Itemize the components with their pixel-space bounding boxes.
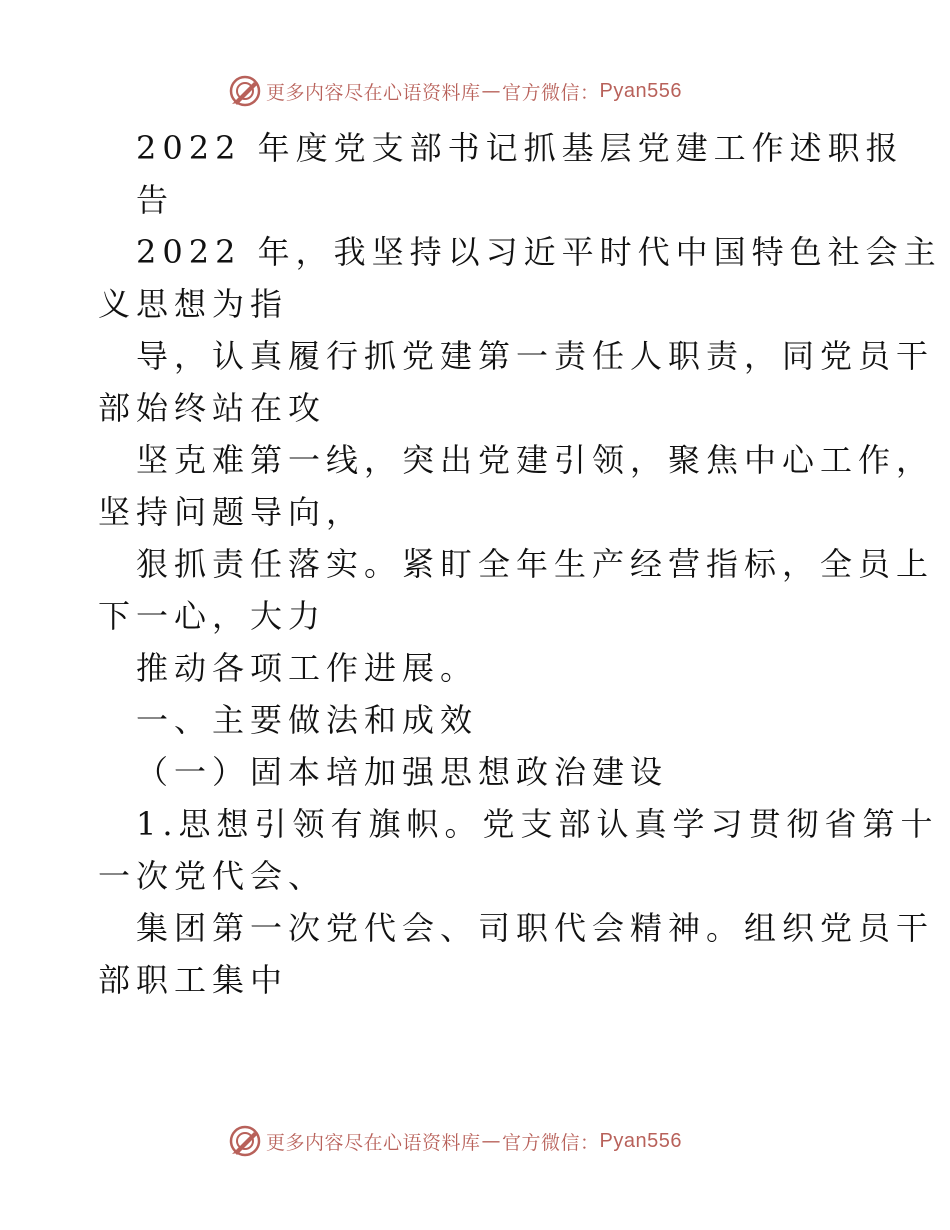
paragraph-line: 狠抓责任落实。紧盯全年生产经营指标，全员上: [136, 545, 935, 583]
watermark-official: 官方微信：: [502, 1131, 600, 1154]
watermark-text: 更多内容尽在心语资料库: [266, 1131, 481, 1154]
watermark-text: 更多内容尽在心语资料库: [266, 81, 481, 104]
paragraph-line: 下一心，大力: [98, 597, 327, 635]
paragraph-line: 部始终站在攻: [98, 389, 327, 427]
header-watermark: [0, 71, 950, 111]
paragraph-line: 推动各项工作进展。: [136, 649, 479, 687]
watermark-official: 官方微信：: [502, 81, 600, 104]
pen-logo-icon: [228, 74, 262, 108]
paragraph-line: 导，认真履行抓党建第一责任人职责，同党员干: [136, 337, 935, 375]
watermark-wechat-id: Pyan556: [599, 1129, 682, 1152]
watermark-wechat-id: Pyan556: [599, 79, 682, 102]
paragraph-line: 义思想为指: [98, 285, 289, 323]
paragraph-line: 集团第一次党代会、司职代会精神。组织党员干: [136, 909, 935, 947]
footer-watermark: [0, 1121, 950, 1161]
watermark-dash: —: [481, 1130, 502, 1152]
watermark-dash: —: [481, 80, 502, 102]
paragraph-line: 坚克难第一线，突出党建引领，聚焦中心工作，: [136, 441, 935, 479]
title-line: 2022 年度党支部书记抓基层党建工作述职报: [136, 129, 904, 167]
title-line: 告: [136, 181, 175, 219]
pen-logo-icon: [228, 1124, 262, 1158]
paragraph-line: 2022 年，我坚持以习近平时代中国特色社会主: [136, 233, 942, 271]
subsection-heading: （一）固本培加强思想政治建设: [136, 753, 669, 791]
paragraph-line: 坚持问题导向，: [98, 493, 365, 531]
paragraph-line: 部职工集中: [98, 961, 289, 999]
document-body: [98, 122, 942, 1006]
section-heading: 一、主要做法和成效: [136, 701, 479, 739]
paragraph-line: 一次党代会、: [98, 857, 327, 895]
paragraph-line: 1.思想引领有旗帜。党支部认真学习贯彻省第十: [136, 805, 939, 843]
